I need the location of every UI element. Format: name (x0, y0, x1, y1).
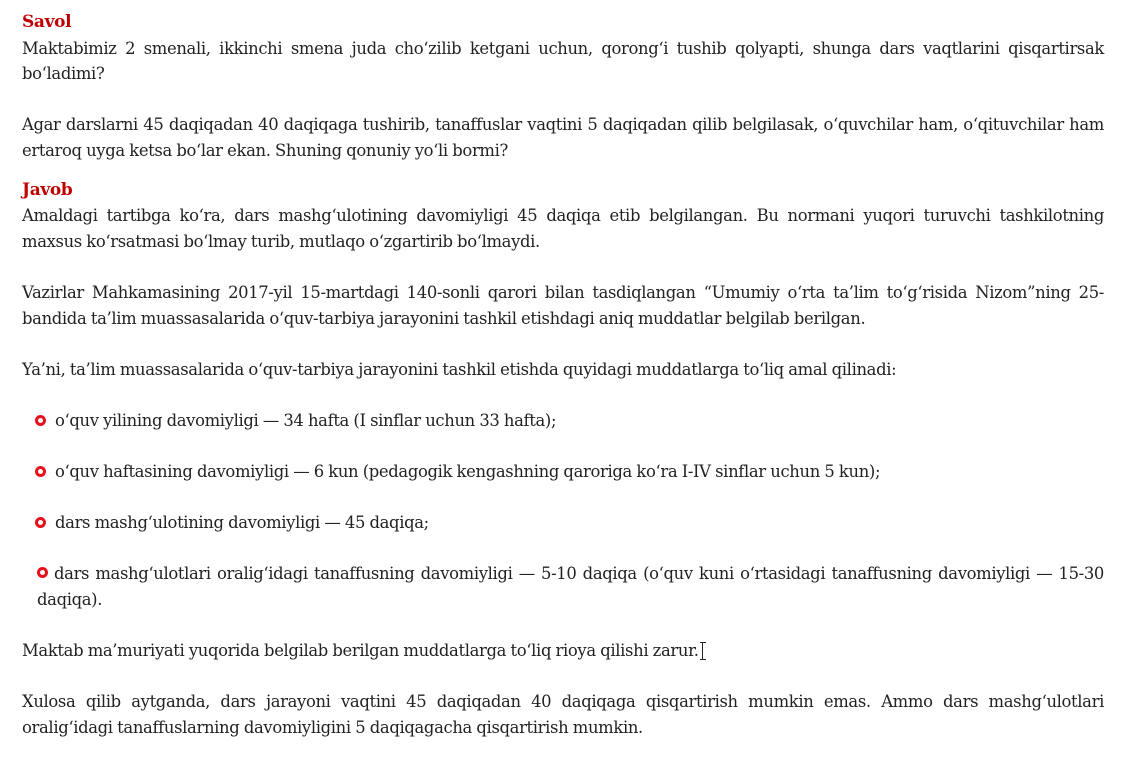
article-body (22, 10, 1104, 766)
list-item-text: o‘quv haftasining davomiyligi — 6 kun (pedagogik kengashning qaroriga ko‘ra I-IV sinflar uchun 5 kun); (55, 462, 881, 482)
list-item (22, 510, 1104, 536)
bullet-circle-icon (35, 466, 46, 477)
text-cursor-icon (700, 642, 706, 660)
list-item (22, 408, 1104, 434)
list-item-text: dars mashg‘ulotining davomiyligi — 45 daqiqa; (55, 513, 429, 533)
question-paragraph-1: Maktabimiz 2 smenali, ikkinchi smena juda cho‘zilib ketgani uchun, qorong‘i tushib qolyapti, shunga dars vaqtlarini qisqartirsak bo‘ladimi? (22, 38, 1104, 84)
closing-paragraph-1 (22, 638, 1104, 664)
answer-paragraph-3: Ya’ni, ta’lim muassasalarida o‘quv-tarbiya jarayonini tashkil etishda quyidagi muddatlarga to‘liq amal qilinadi: (22, 359, 897, 379)
question-heading: Savol (22, 12, 72, 32)
bullet-circle-icon (37, 567, 48, 578)
answer-heading: Javob (22, 179, 73, 200)
answer-paragraph-2: Vazirlar Mahkamasining 2017-yil 15-martdagi 140-sonli qarori bilan tasdiqlangan “Umumiy o‘rta ta’lim to‘g‘risida Nizom”ning 25-bandida ta’lim muassasalarida o‘quv-tarbiya jarayonini tashkil etishdagi aniq muddatlar belgilab berilgan. (22, 282, 1104, 328)
closing-paragraph-1-text: Maktab ma’muriyati yuqorida belgilab berilgan muddatlarga to‘liq rioya qilishi zarur. (22, 641, 699, 661)
answer-paragraph-1: Amaldagi tartibga ko‘ra, dars mashg‘ulotining davomiyligi 45 daqiqa etib belgilangan. Bu normani yuqori turuvchi tashkilotning maxsus ko‘rsatmasi bo‘lmay turib, mutlaqo o‘zgartirib bo‘lmaydi. (22, 206, 1104, 251)
list-item (22, 561, 1104, 612)
list-item-text: dars mashg‘ulotlari oralig‘idagi tanaffusning davomiyligi — 5-10 daqiqa (o‘quv kuni o‘rtasidagi tanaffusning davomiyligi — 15-30 daqiqa). (37, 564, 1104, 610)
bullet-circle-icon (35, 415, 46, 426)
bullet-circle-icon (35, 517, 46, 528)
list-item-text: o‘quv yilining davomiyligi — 34 hafta (I sinflar uchun 33 hafta); (55, 410, 557, 430)
requirements-list (22, 408, 1104, 613)
closing-paragraph-2: Xulosa qilib aytganda, dars jarayoni vaqtini 45 daqiqadan 40 daqiqaga qisqartirish mumkin emas. Ammo dars mashg‘ulotlari oralig‘idagi tanaffuslarning davomiyligini 5 daqiqagacha qisqartirish mumkin. (22, 692, 1104, 738)
question-paragraph-2: Agar darslarni 45 daqiqadan 40 daqiqaga tushirib, tanaffuslar vaqtini 5 daqiqadan qilib belgilasak, o‘quvchilar ham, o‘qituvchilar ham ertaroq uyga ketsa bo‘lar ekan. Shuning qonuniy yo‘li bormi? (22, 115, 1104, 160)
list-item (22, 459, 1104, 485)
